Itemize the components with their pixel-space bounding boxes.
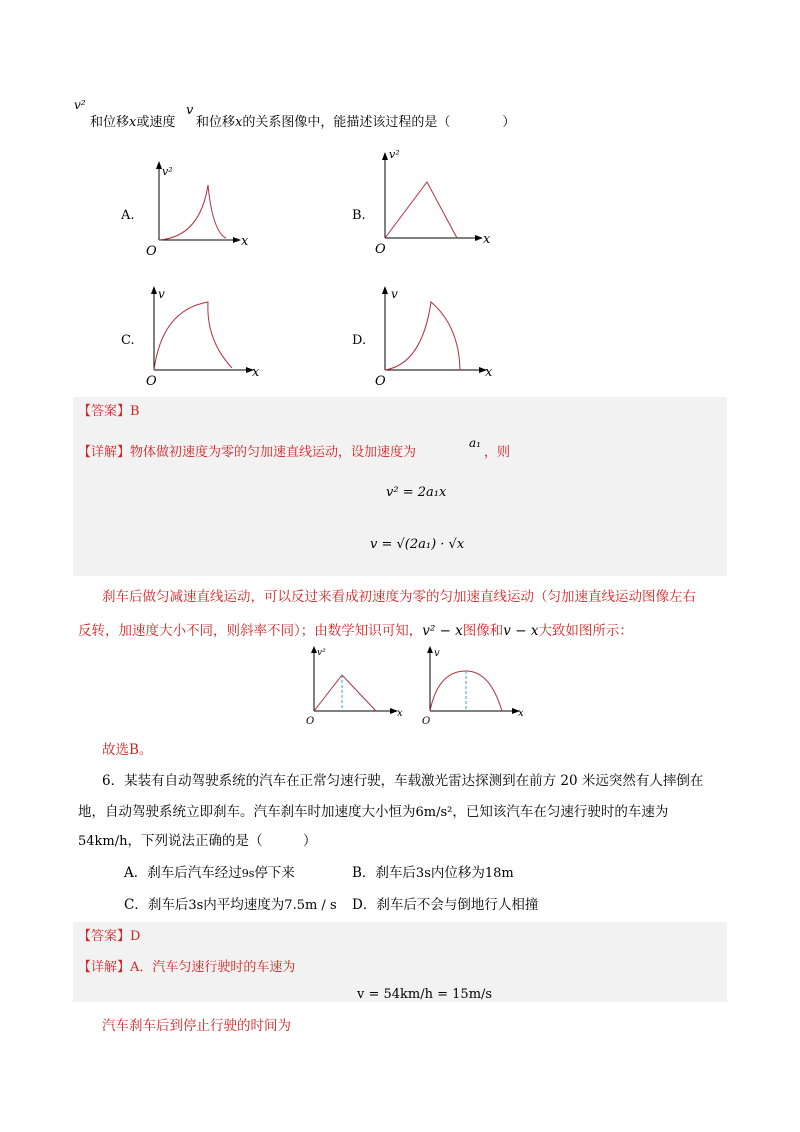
- q6-option-d: D．刹车后不会与倒地行人相撞: [352, 897, 539, 913]
- stem-text: 的关系图像中，能描述该过程的是（ ）: [242, 115, 516, 130]
- var-x: x: [235, 115, 243, 130]
- y-axis-label: v²: [317, 648, 326, 658]
- stem-text: 和位移: [90, 115, 130, 130]
- option-d-graph: [367, 280, 497, 390]
- origin-label: O: [422, 716, 431, 727]
- speed-value: 54km/h: [78, 834, 128, 849]
- opt-text: B．刹车后: [352, 865, 416, 881]
- q6-option-c: [124, 899, 337, 913]
- origin-label: O: [375, 374, 386, 389]
- opt-value: 18m: [484, 866, 514, 881]
- para-text: 图像和: [462, 623, 504, 639]
- detail-text: A．汽车匀速行驶时的车速为: [130, 960, 296, 975]
- x-axis-label: x: [483, 232, 491, 247]
- para-text: 反转，加速度大小不同，则斜率不同）；由数学知识可知，: [78, 623, 423, 639]
- origin-label: O: [146, 374, 157, 389]
- stem-text: 或速度: [136, 115, 176, 130]
- opt-value: 7.5m / s: [284, 898, 337, 913]
- y-axis-label: v²: [162, 165, 173, 178]
- opt-value: 9s: [241, 867, 255, 880]
- q5-para-line2: [78, 625, 633, 639]
- x-axis-label: x: [397, 708, 403, 719]
- q6-detail: [78, 961, 295, 974]
- y-axis-label: v²: [389, 148, 400, 161]
- detail-tag: 【详解】: [78, 445, 131, 460]
- answer-tag: 【答案】: [78, 929, 131, 944]
- accel-value: 6m/s²: [415, 805, 453, 820]
- option-b-label: B.: [352, 208, 366, 223]
- answer-value: B: [130, 404, 140, 419]
- stem-text: 和位移: [196, 115, 236, 130]
- q6-text: ，已知该汽车在匀速行驶时的车速为: [452, 804, 669, 820]
- q6-text: 地，自动驾驶系统立即刹车。汽车刹车时加速度大小恒为: [78, 804, 416, 820]
- origin-label: O: [306, 716, 315, 727]
- math-v2-x: v² − x: [422, 623, 463, 639]
- y-axis-label: v: [391, 287, 398, 301]
- opt-text: 内平均速度为: [203, 897, 285, 913]
- q5-stem-rest: [196, 116, 515, 129]
- origin-label: O: [375, 242, 386, 255]
- detail-tag: 【详解】: [78, 960, 131, 975]
- v-squared-symbol: v²: [74, 98, 86, 112]
- opt-value: 3s: [415, 866, 431, 881]
- option-b-graph: [367, 140, 497, 255]
- q6-line2: [78, 806, 668, 820]
- option-c-label: C.: [121, 333, 135, 348]
- equation-1: v² = 2a₁x: [386, 485, 447, 500]
- y-axis-label: v: [158, 287, 165, 301]
- q5-detail: [78, 446, 416, 459]
- q6-line1: 6．某装有自动驾驶系统的汽车在正常匀速行驶，车载激光雷达探测到在前方 20 米远突然有人摔倒在: [102, 773, 704, 789]
- opt-text: A．刹车后汽车经过: [124, 865, 242, 881]
- answer-value: D: [130, 929, 141, 944]
- option-a-label: A.: [121, 208, 135, 223]
- opt-text: 内位移为: [430, 865, 485, 881]
- q6-line3: [78, 835, 317, 849]
- q5-answer: [78, 405, 140, 418]
- a1-symbol: a₁: [469, 436, 481, 450]
- q6-text: ，下列说法正确的是（ ）: [127, 833, 317, 849]
- opt-value: 3s: [188, 898, 204, 913]
- var-x: x: [129, 115, 137, 130]
- option-d-label: D.: [352, 333, 367, 348]
- v-symbol: v: [186, 103, 194, 118]
- q6-answer: [78, 930, 140, 943]
- fig-v-x-graph: [418, 643, 533, 728]
- q6-option-a: [124, 867, 295, 881]
- para-text: 大致如图所示：: [538, 623, 633, 639]
- option-c-graph: [140, 280, 270, 390]
- detail-text: 物体做初速度为零的匀加速直线运动，设加速度为: [130, 445, 417, 460]
- x-axis-label: x: [518, 708, 524, 719]
- q5-para-line1: 刹车后做匀减速直线运动，可以反过来看成初速度为零的匀加速直线运动（匀加速直线运动图像左右: [102, 589, 696, 605]
- q5-conclusion: 故选B。: [102, 742, 153, 758]
- x-axis-label: x: [241, 234, 249, 249]
- x-axis-label: x: [252, 365, 260, 380]
- answer-tag: 【答案】: [78, 404, 131, 419]
- detail-then: ，则: [484, 445, 511, 460]
- x-axis-label: x: [485, 365, 493, 380]
- equation-2: v = √(2a₁) · √x: [370, 537, 465, 552]
- fig-v2-x-graph: [300, 643, 410, 728]
- option-a-graph: [140, 155, 260, 260]
- q6-equation: v = 54km/h = 15m/s: [357, 987, 493, 1002]
- origin-label: O: [146, 244, 157, 259]
- q6-last-line: 汽车刹车后到停止行驶的时间为: [102, 1018, 291, 1034]
- math-v-x: v − x: [503, 623, 539, 639]
- q6-option-b: [352, 867, 514, 881]
- opt-text: C．刹车后: [124, 897, 189, 913]
- y-axis-label: v: [434, 648, 440, 659]
- opt-text: 停下来: [254, 865, 295, 881]
- q5-stem: [90, 116, 175, 129]
